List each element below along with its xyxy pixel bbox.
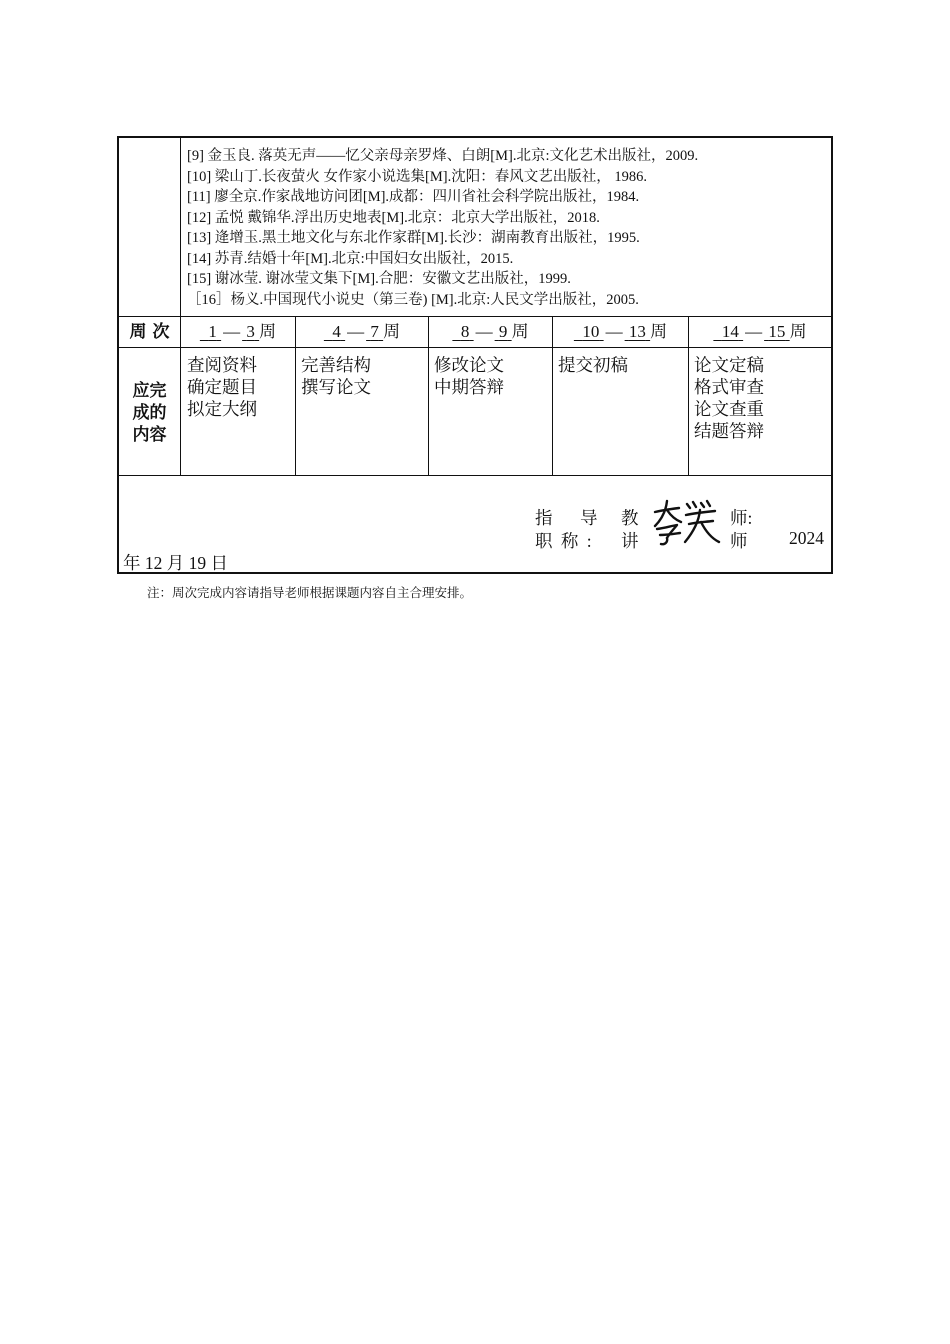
week-suffix: 周 — [789, 322, 807, 341]
task-item: 确定题目 — [187, 377, 257, 397]
content-header — [119, 380, 180, 446]
week-suffix: 周 — [511, 322, 529, 341]
task-cell — [187, 354, 257, 420]
week-range — [181, 318, 295, 346]
content-header-line: 成的 — [132, 403, 167, 423]
signature-area — [119, 476, 831, 572]
task-item: 拟定大纲 — [187, 399, 257, 419]
task-item: 完善结构 — [301, 355, 371, 375]
title-value: 师 — [730, 531, 748, 551]
task-item: 中期答辩 — [434, 377, 504, 397]
reference-item: [12] 孟悦 戴锦华.浮出历史地表[M].北京：北京大学出版社，2018. — [187, 209, 600, 226]
task-cell — [434, 354, 504, 398]
week-suffix: 周 — [383, 322, 401, 341]
week-start: 10 — [582, 322, 600, 341]
week-header: 周 次 — [129, 322, 170, 342]
week-range — [689, 318, 831, 346]
task-cell — [694, 354, 764, 442]
week-range — [296, 318, 428, 346]
row-divider — [119, 347, 831, 348]
task-item: 查阅资料 — [187, 355, 257, 375]
reference-item: [15] 谢冰莹. 谢冰莹文集下[M].合肥：安徽文艺出版社，1999. — [187, 271, 571, 287]
row-divider — [119, 316, 831, 317]
handwritten-signature — [649, 498, 721, 548]
advisor-label: 导 — [580, 508, 598, 528]
week-end: 7 — [370, 322, 379, 341]
reference-item: [10] 梁山丁.长夜萤火 女作家小说选集[M].沈阳：春风文艺出版社， 1986. — [187, 168, 647, 185]
content-header-line: 内容 — [132, 425, 167, 445]
footnote: 注：周次完成内容请指导老师根据课题内容自主合理安排。 — [147, 586, 473, 600]
week-end: 9 — [498, 322, 508, 341]
task-item: 结题答辩 — [694, 421, 764, 441]
title-value: 讲 — [621, 531, 639, 551]
advisor-label: 师: — [730, 508, 753, 528]
week-start: 14 — [721, 322, 739, 341]
reference-item: [14] 苏青.结婚十年[M].北京:中国妇女出版社，2015. — [187, 250, 514, 267]
week-start: 1 — [208, 322, 217, 341]
task-item: 撰写论文 — [301, 377, 371, 397]
reference-item: [13] 逄增玉.黑土地文化与东北作家群[M].长沙：湖南教育出版社，1995. — [187, 230, 640, 246]
task-cell — [301, 354, 371, 398]
week-end: 13 — [628, 322, 646, 341]
title-label: 职 称 : — [535, 531, 594, 551]
task-item: 提交初稿 — [558, 355, 628, 375]
content-header-line: 应完 — [132, 381, 167, 401]
advisor-label: 指 — [535, 508, 553, 528]
week-start: 4 — [332, 322, 341, 341]
reference-item: ［16］杨义.中国现代小说史（第三卷) [M].北京:人民文学出版社，2005. — [187, 291, 639, 308]
week-dash: — — [605, 322, 623, 341]
week-start: 8 — [460, 322, 470, 341]
date-year: 2024 — [789, 528, 824, 548]
week-range — [429, 318, 552, 346]
week-suffix: 周 — [259, 322, 277, 341]
reference-item: [9] 金玉良. 落英无声——忆父亲母亲罗烽、白朗[M].北京:文化艺术出版社，2009. — [187, 148, 699, 164]
reference-list — [187, 146, 827, 310]
task-item: 修改论文 — [434, 355, 504, 375]
task-item: 论文定稿 — [694, 355, 764, 375]
week-dash: — — [347, 322, 365, 341]
task-cell — [558, 354, 628, 376]
week-range — [553, 318, 688, 346]
week-dash: — — [745, 322, 763, 341]
week-suffix: 周 — [650, 322, 668, 341]
date-rest: 年 12 月 19 日 — [123, 553, 228, 573]
week-end: 3 — [246, 322, 255, 341]
advisor-label: 教 — [621, 508, 639, 528]
week-dash: — — [223, 322, 241, 341]
column-divider — [180, 138, 181, 475]
task-item: 格式审查 — [694, 377, 764, 397]
reference-item: [11] 廖全京.作家战地访问团[M].成都：四川省社会科学院出版社，1984. — [187, 189, 640, 205]
week-dash: — — [475, 322, 493, 341]
task-item: 论文查重 — [694, 399, 764, 419]
week-end: 15 — [768, 322, 786, 341]
task-schedule-table — [117, 136, 833, 574]
